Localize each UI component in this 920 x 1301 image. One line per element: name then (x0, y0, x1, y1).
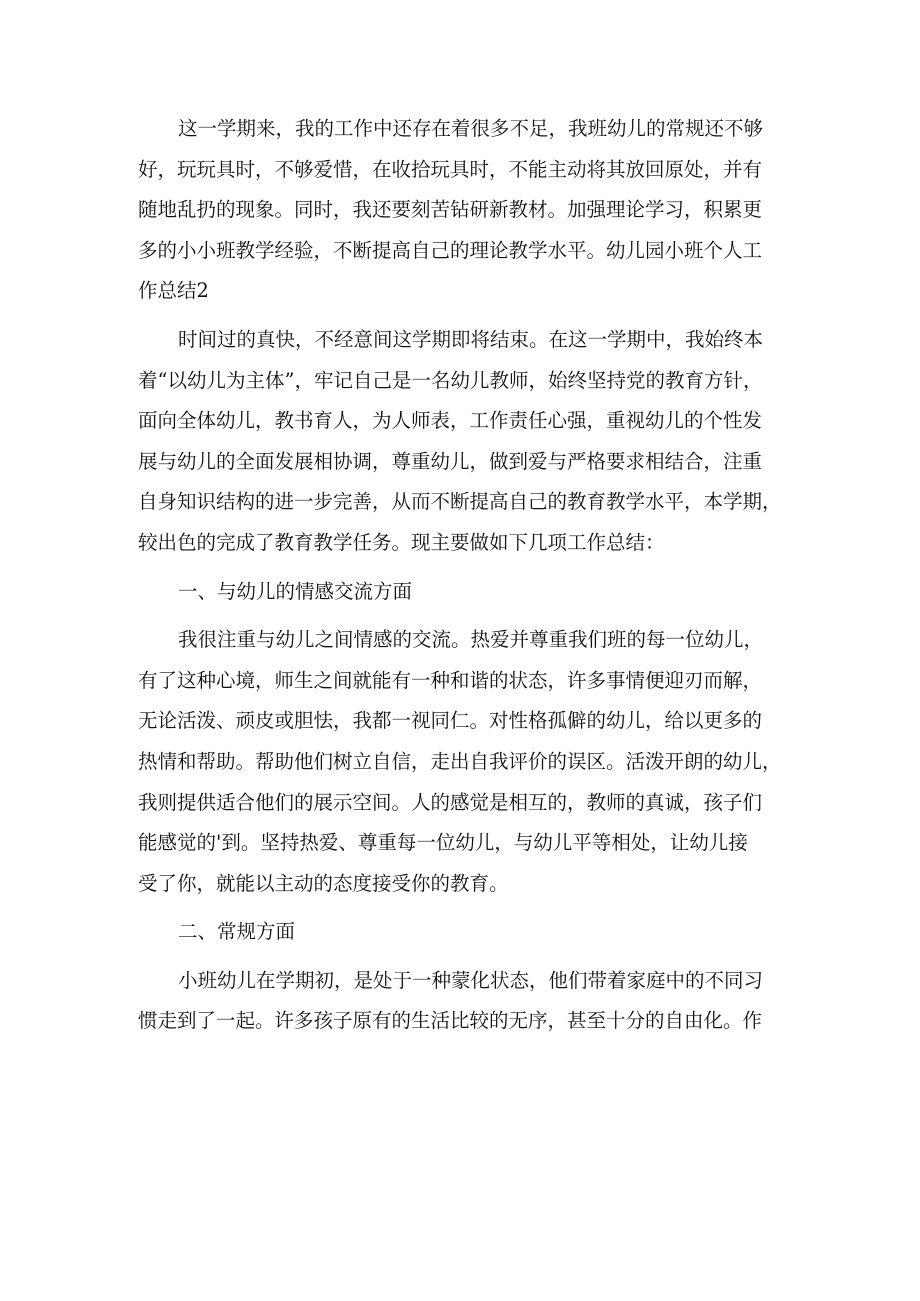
paragraph-gap (138, 612, 778, 620)
paragraph-2 (138, 320, 782, 564)
heading-text: 二、常规方面 (178, 920, 296, 944)
text-line: 自身知识结构的进一步完善，从而不断提高自己的教育教学水平，本学期， (138, 490, 782, 514)
text-line: 随地乱扔的现象。同时，我还要刻苦钻研新教材。加强理论学习，积累更 (138, 198, 763, 222)
text-line: 多的小小班教学经验，不断提高自己的理论教学水平。幼儿园小班个人工 (138, 238, 763, 262)
text-line: 能感觉的'到。坚持热爱、尊重每一位幼儿，与幼儿平等相处，让幼儿接 (138, 831, 748, 855)
text-line: 面向全体幼儿，教书育人，为人师表，工作责任心强，重视幼儿的个性发 (138, 409, 763, 433)
paragraph-gap (138, 312, 778, 320)
heading-text: 一、与幼儿的情感交流方面 (178, 579, 413, 603)
text-line: 小班幼儿在学期初，是处于一种蒙化状态，他们带着家庭中的不同习 (178, 968, 764, 992)
paragraph-gap (138, 953, 778, 961)
text-line: 受了你，就能以主动的态度接受你的教育。 (138, 871, 509, 895)
paragraph-gap (138, 904, 778, 912)
section-heading-2 (138, 912, 778, 953)
paragraph-1 (138, 109, 778, 312)
text-line: 无论活泼、顽皮或胆怯，我都一视同仁。对性格孤僻的幼儿，给以更多的 (138, 709, 763, 733)
paragraph-4 (138, 961, 778, 1042)
text-line: 好，玩玩具时，不够爱惜，在收拾玩具时，不能主动将其放回原处，并有 (138, 157, 763, 181)
document-page (138, 109, 782, 1042)
text-line: 展与幼儿的全面发展相协调，尊重幼儿，做到爱与严格要求相结合，注重 (138, 449, 763, 473)
text-line: 我很注重与幼儿之间情感的交流。热爱并尊重我们班的每一位幼儿， (178, 628, 764, 652)
paragraph-3 (138, 620, 782, 904)
text-line: 时间过的真快，不经意间这学期即将结束。在这一学期中，我始终本 (178, 327, 764, 351)
text-line: 这一学期来，我的工作中还存在着很多不足，我班幼儿的常规还不够 (178, 117, 764, 140)
text-line: 热情和帮助。帮助他们树立自信，走出自我评价的误区。活泼开朗的幼儿， (138, 749, 782, 773)
text-line: 惯走到了一起。许多孩子原有的生活比较的无序，甚至十分的自由化。作 (138, 1009, 763, 1033)
paragraph-gap (138, 564, 778, 572)
text-line: 着“以幼儿为主体”，牢记自己是一名幼儿教师，始终坚持党的教育方针， (138, 368, 763, 392)
text-line: 有了这种心境，师生之间就能有一种和谐的状态，许多事情便迎刃而解， (138, 668, 763, 692)
text-line: 我则提供适合他们的展示空间。人的感觉是相互的，教师的真诚，孩子们 (138, 790, 763, 814)
text-line: 较出色的完成了教育教学任务。现主要做如下几项工作总结： (138, 530, 665, 554)
section-heading-1 (138, 572, 778, 613)
text-line: 作总结2 (138, 279, 209, 303)
